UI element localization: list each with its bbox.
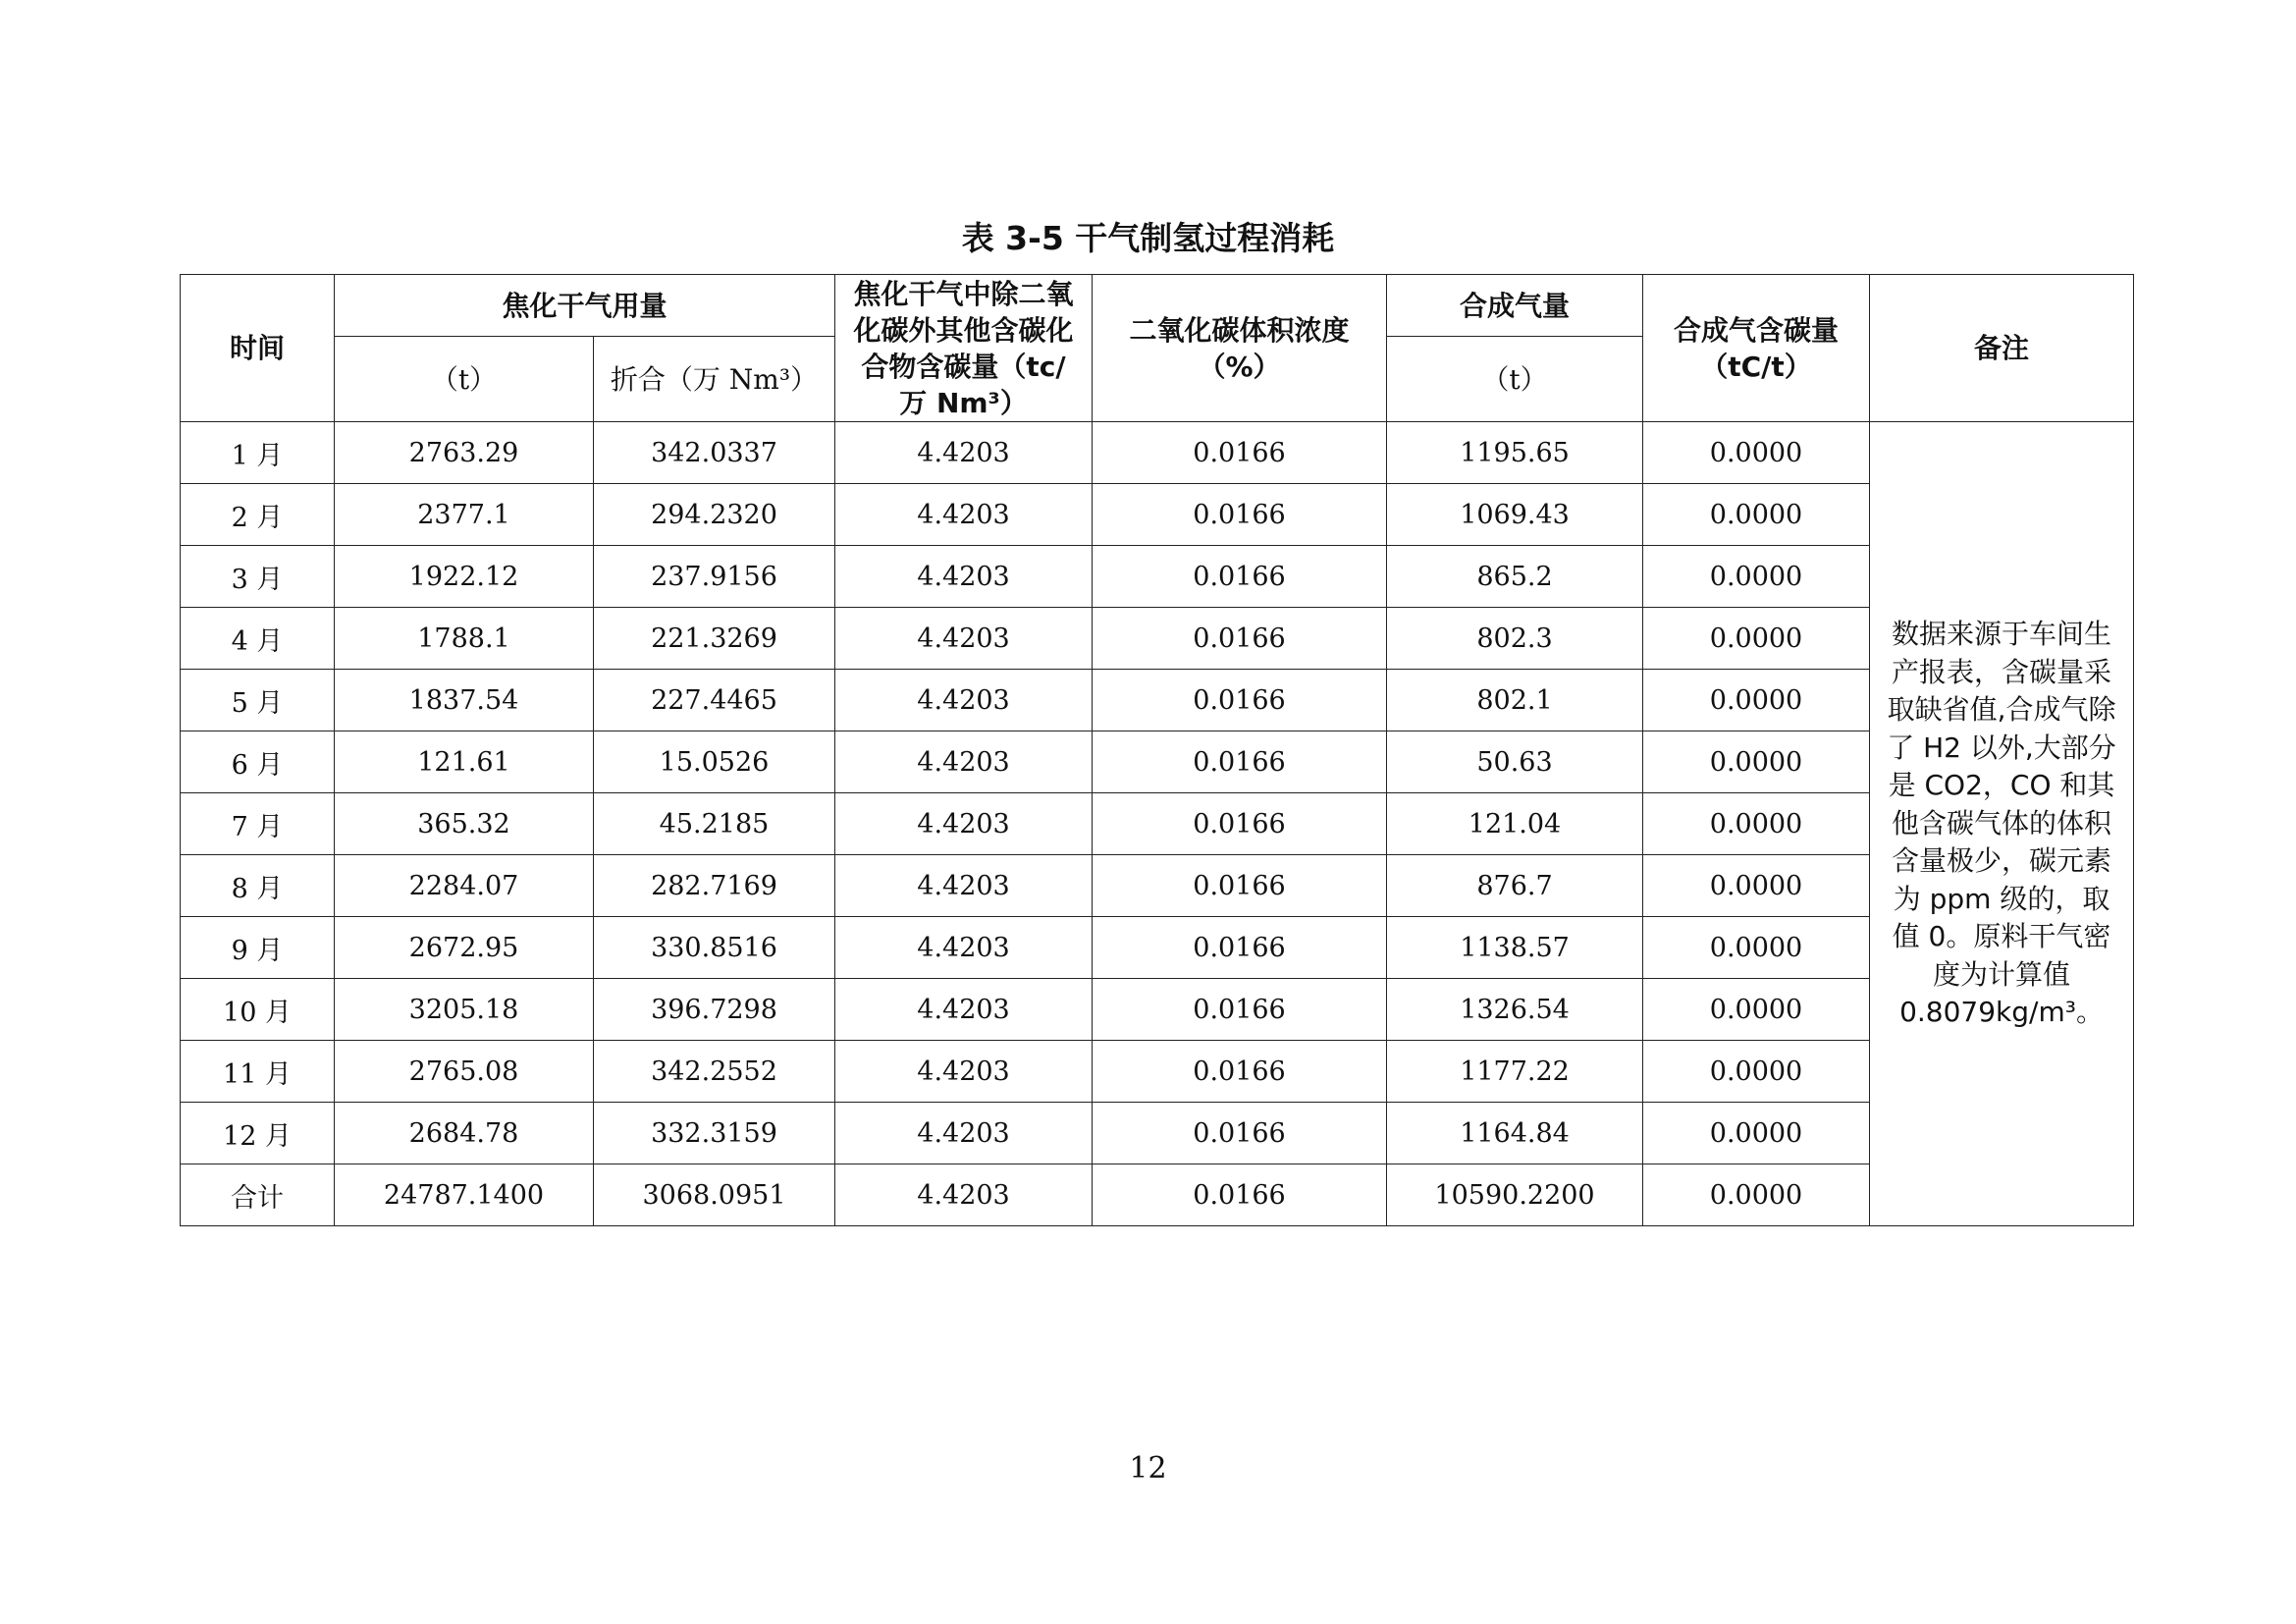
table-row xyxy=(181,1164,2134,1226)
table-row xyxy=(181,731,2134,793)
cell-other-carbon: 4.4203 xyxy=(835,855,1093,917)
cell-coking-gas-nm3: 237.9156 xyxy=(594,546,835,608)
table-row xyxy=(181,793,2134,855)
page-number: 12 xyxy=(1129,1451,1167,1486)
cell-coking-gas-nm3: 342.0337 xyxy=(594,422,835,484)
cell-co2-concentration: 0.0166 xyxy=(1093,546,1387,608)
table-row xyxy=(181,670,2134,731)
cell-other-carbon: 4.4203 xyxy=(835,422,1093,484)
cell-syngas-t: 1177.22 xyxy=(1387,1041,1643,1103)
cell-coking-gas-nm3: 294.2320 xyxy=(594,484,835,546)
cell-other-carbon: 4.4203 xyxy=(835,608,1093,670)
cell-syngas-carbon: 0.0000 xyxy=(1643,855,1870,917)
cell-other-carbon: 4.4203 xyxy=(835,1041,1093,1103)
cell-other-carbon: 4.4203 xyxy=(835,484,1093,546)
table-row xyxy=(181,1103,2134,1164)
cell-co2-concentration: 0.0166 xyxy=(1093,1164,1387,1226)
cell-other-carbon: 4.4203 xyxy=(835,1103,1093,1164)
header-note: 备注 xyxy=(1870,275,2134,422)
cell-month: 2 月 xyxy=(181,484,335,546)
cell-month: 合计 xyxy=(181,1164,335,1226)
cell-syngas-t: 1069.43 xyxy=(1387,484,1643,546)
cell-co2-concentration: 0.0166 xyxy=(1093,484,1387,546)
cell-coking-gas-t: 2284.07 xyxy=(335,855,594,917)
cell-syngas-carbon: 0.0000 xyxy=(1643,546,1870,608)
cell-co2-concentration: 0.0166 xyxy=(1093,670,1387,731)
cell-co2-concentration: 0.0166 xyxy=(1093,422,1387,484)
cell-coking-gas-nm3: 227.4465 xyxy=(594,670,835,731)
consumption-table xyxy=(180,274,2134,1226)
cell-co2-concentration: 0.0166 xyxy=(1093,731,1387,793)
cell-syngas-carbon: 0.0000 xyxy=(1643,793,1870,855)
header-co2-concentration: 二氧化碳体积浓度（%） xyxy=(1093,275,1387,422)
header-coking-gas: 焦化干气用量 xyxy=(335,275,835,337)
cell-month: 5 月 xyxy=(181,670,335,731)
cell-month: 4 月 xyxy=(181,608,335,670)
cell-coking-gas-t: 365.32 xyxy=(335,793,594,855)
cell-month: 9 月 xyxy=(181,917,335,979)
cell-syngas-carbon: 0.0000 xyxy=(1643,608,1870,670)
table-row xyxy=(181,979,2134,1041)
cell-coking-gas-t: 24787.1400 xyxy=(335,1164,594,1226)
cell-syngas-carbon: 0.0000 xyxy=(1643,979,1870,1041)
cell-co2-concentration: 0.0166 xyxy=(1093,917,1387,979)
cell-syngas-carbon: 0.0000 xyxy=(1643,422,1870,484)
cell-syngas-carbon: 0.0000 xyxy=(1643,1041,1870,1103)
cell-other-carbon: 4.4203 xyxy=(835,917,1093,979)
cell-month: 7 月 xyxy=(181,793,335,855)
cell-syngas-t: 1195.65 xyxy=(1387,422,1643,484)
cell-coking-gas-nm3: 45.2185 xyxy=(594,793,835,855)
cell-coking-gas-t: 3205.18 xyxy=(335,979,594,1041)
header-other-carbon: 焦化干气中除二氧化碳外其他含碳化合物含碳量（tc/万 Nm³） xyxy=(835,275,1093,422)
cell-syngas-t: 50.63 xyxy=(1387,731,1643,793)
cell-coking-gas-nm3: 221.3269 xyxy=(594,608,835,670)
cell-coking-gas-t: 121.61 xyxy=(335,731,594,793)
cell-syngas-carbon: 0.0000 xyxy=(1643,731,1870,793)
cell-syngas-t: 1326.54 xyxy=(1387,979,1643,1041)
cell-syngas-t: 865.2 xyxy=(1387,546,1643,608)
cell-co2-concentration: 0.0166 xyxy=(1093,608,1387,670)
cell-month: 8 月 xyxy=(181,855,335,917)
header-time: 时间 xyxy=(181,275,335,422)
cell-other-carbon: 4.4203 xyxy=(835,731,1093,793)
cell-month: 10 月 xyxy=(181,979,335,1041)
cell-coking-gas-nm3: 342.2552 xyxy=(594,1041,835,1103)
cell-co2-concentration: 0.0166 xyxy=(1093,855,1387,917)
cell-coking-gas-nm3: 330.8516 xyxy=(594,917,835,979)
cell-coking-gas-nm3: 15.0526 xyxy=(594,731,835,793)
cell-month: 3 月 xyxy=(181,546,335,608)
cell-syngas-t: 10590.2200 xyxy=(1387,1164,1643,1226)
table-row xyxy=(181,917,2134,979)
cell-coking-gas-t: 2672.95 xyxy=(335,917,594,979)
cell-month: 12 月 xyxy=(181,1103,335,1164)
cell-syngas-t: 876.7 xyxy=(1387,855,1643,917)
cell-syngas-t: 121.04 xyxy=(1387,793,1643,855)
header-syngas-carbon: 合成气含碳量（tC/t） xyxy=(1643,275,1870,422)
cell-month: 11 月 xyxy=(181,1041,335,1103)
cell-coking-gas-nm3: 3068.0951 xyxy=(594,1164,835,1226)
cell-co2-concentration: 0.0166 xyxy=(1093,979,1387,1041)
header-syngas-t: （t） xyxy=(1387,337,1643,422)
cell-other-carbon: 4.4203 xyxy=(835,670,1093,731)
cell-other-carbon: 4.4203 xyxy=(835,979,1093,1041)
table-row xyxy=(181,608,2134,670)
cell-coking-gas-nm3: 332.3159 xyxy=(594,1103,835,1164)
header-syngas: 合成气量 xyxy=(1387,275,1643,337)
cell-other-carbon: 4.4203 xyxy=(835,546,1093,608)
table-row xyxy=(181,422,2134,484)
table-row xyxy=(181,1041,2134,1103)
table-row xyxy=(181,484,2134,546)
cell-syngas-t: 1164.84 xyxy=(1387,1103,1643,1164)
cell-syngas-carbon: 0.0000 xyxy=(1643,917,1870,979)
cell-co2-concentration: 0.0166 xyxy=(1093,1041,1387,1103)
cell-month: 1 月 xyxy=(181,422,335,484)
cell-syngas-carbon: 0.0000 xyxy=(1643,1164,1870,1226)
cell-other-carbon: 4.4203 xyxy=(835,793,1093,855)
table-caption: 表 3-5 干气制氢过程消耗 xyxy=(961,219,1335,257)
note-cell: 数据来源于车间生产报表，含碳量采取缺省值,合成气除了 H2 以外,大部分是 CO2，CO 和其他含碳气体的体积含量极少，碳元素为 ppm 级的，取值 0。原料干气密度为计算值 0.8079kg/m³。 xyxy=(1870,422,2134,1226)
cell-syngas-carbon: 0.0000 xyxy=(1643,670,1870,731)
cell-coking-gas-nm3: 396.7298 xyxy=(594,979,835,1041)
header-coking-gas-nm3: 折合（万 Nm³） xyxy=(594,337,835,422)
cell-co2-concentration: 0.0166 xyxy=(1093,793,1387,855)
cell-coking-gas-t: 1837.54 xyxy=(335,670,594,731)
cell-month: 6 月 xyxy=(181,731,335,793)
cell-coking-gas-nm3: 282.7169 xyxy=(594,855,835,917)
cell-co2-concentration: 0.0166 xyxy=(1093,1103,1387,1164)
cell-syngas-t: 802.1 xyxy=(1387,670,1643,731)
cell-coking-gas-t: 1788.1 xyxy=(335,608,594,670)
header-coking-gas-t: （t） xyxy=(335,337,594,422)
cell-coking-gas-t: 2377.1 xyxy=(335,484,594,546)
cell-coking-gas-t: 1922.12 xyxy=(335,546,594,608)
cell-syngas-carbon: 0.0000 xyxy=(1643,484,1870,546)
cell-syngas-t: 1138.57 xyxy=(1387,917,1643,979)
cell-syngas-t: 802.3 xyxy=(1387,608,1643,670)
table-row xyxy=(181,546,2134,608)
cell-coking-gas-t: 2763.29 xyxy=(335,422,594,484)
table-row xyxy=(181,855,2134,917)
cell-syngas-carbon: 0.0000 xyxy=(1643,1103,1870,1164)
cell-other-carbon: 4.4203 xyxy=(835,1164,1093,1226)
cell-coking-gas-t: 2684.78 xyxy=(335,1103,594,1164)
cell-coking-gas-t: 2765.08 xyxy=(335,1041,594,1103)
